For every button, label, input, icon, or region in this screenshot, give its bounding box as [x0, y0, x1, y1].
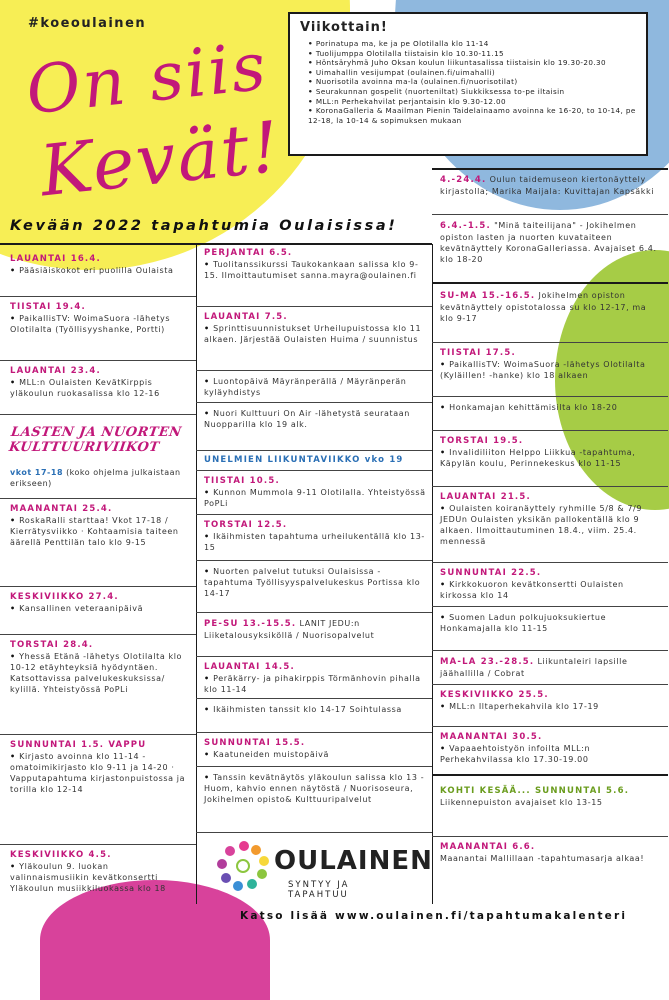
column-divider	[196, 244, 197, 904]
divider	[0, 844, 196, 845]
logo-name: OULAINEN	[274, 846, 433, 876]
weekly-item: • KoronaGalleria & Maailman Pienin Taidelainaamo avoinna ke 16-20, to 10-14, pe 12-18, la 10-14 & sopimuksen mukaan	[308, 106, 638, 125]
divider	[196, 656, 432, 657]
divider	[0, 296, 196, 297]
event-item: PE-SU 13.-15.5. LANIT JEDU:n Liiketalousyksiköllä / Nuorisopalvelut	[204, 619, 375, 640]
divider	[432, 214, 668, 215]
event-item: MAANANTAI 30.5. • Vapaaehtoistyön infoilta MLL:n Perhekahvilassa klo 17.30-19.00	[440, 732, 662, 765]
event-item: MA-LA 23.-28.5. Liikuntaleiri lapsille jäähallilla / Cobrat	[440, 657, 628, 678]
divider	[196, 732, 432, 733]
divider	[0, 498, 196, 499]
title-line-1: On siis	[22, 27, 271, 130]
divider	[432, 650, 668, 651]
weekly-item: • Seurakunnan gospelit (nuorteniltat) Siukkiksessa to-pe iltaisin	[308, 87, 638, 97]
event-item: MAANANTAI 6.6. Maanantai Mallillaan -tapahtumasarja alkaa!	[440, 842, 645, 863]
divider	[196, 560, 432, 561]
divider	[196, 370, 432, 371]
event-item: KOHTI KESÄÄ... SUNNUNTAI 5.6. Liikennepuiston avajaiset klo 13-15	[440, 786, 630, 807]
event-item: TIISTAI 10.5. • Kunnon Mummola 9-11 Olotilalla. Yhteistyössä PoPLi	[204, 476, 426, 509]
divider	[196, 766, 432, 767]
divider	[0, 243, 432, 245]
event-item: • Ikäihmisten tanssit klo 14-17 Soihtulassa	[204, 704, 426, 715]
event-item: KESKIVIIKKO 4.5. • Yläkoulun 9. luokan valinnaismusiikin kevätkonsertti Yläkoulun musiikkiluokassa klo 18	[10, 850, 190, 894]
divider	[0, 360, 196, 361]
event-item: PERJANTAI 6.5. • Tuolitanssikurssi Taukokankaan salissa klo 9-15. Ilmoittautumiset sanna.mayra@oulainen.fi	[204, 248, 426, 281]
event-item: TIISTAI 17.5. • PaikallisTV: WoimaSuora -lähetys Olotilalta (Kyläillen! -hanke) klo 18 alkaen	[440, 348, 662, 381]
divider	[432, 282, 668, 284]
divider	[196, 470, 432, 471]
event-item: LAUANTAI 23.4. • MLL:n Oulaisten KevätKirppis yläkoulun ruokasalissa klo 12-16	[10, 366, 190, 399]
divider	[432, 430, 668, 431]
event-item: LAUANTAI 21.5. • Oulaisten koiranäyttely ryhmille 5/8 & 7/9 JEDUn Oulaisten yksikän pallokentällä klo 9 alkaen. Ilmoittautuminen 18.4., viim. 25.4. mennessä	[440, 492, 662, 547]
weekly-item: • Nuorisotila avoinna ma-la (oulainen.fi/nuorisotilat)	[308, 77, 638, 87]
event-item: • Tanssin kevätnäytös yläkoulun salissa klo 13 - Huom, kahvio ennen näytöstä / Nuorisoseura, Jokihelmen opisto& Kulttuuripalvelut	[204, 772, 426, 805]
event-item: • Honkamajan kehittämisilta klo 18-20	[440, 402, 662, 413]
divider	[0, 734, 196, 735]
event-item: LAUANTAI 14.5. • Peräkärry- ja pihakirppis Törmänhovin pihalla klo 11-14	[204, 662, 426, 695]
divider	[432, 168, 668, 170]
oulainen-logo	[214, 840, 433, 900]
divider	[432, 562, 668, 563]
weekly-item: • Höntsäryhmä Juho Oksan koulun liikuntasalissa tiistaisin klo 19.30-20.30	[308, 58, 638, 68]
divider	[196, 402, 432, 403]
divider	[196, 450, 432, 451]
divider	[0, 414, 196, 415]
weekly-item: • Porinatupa ma, ke ja pe Olotilalla klo 11-14	[308, 39, 638, 49]
divider	[432, 342, 668, 343]
event-item: SUNNUNTAI 22.5. • Kirkkokuoron kevätkonsertti Oulaisten kirkossa klo 14	[440, 568, 662, 601]
divider	[432, 486, 668, 487]
headline: Kevään 2022 tapahtumia Oulaisissa!	[10, 218, 398, 234]
event-item: MAANANTAI 25.4. • RoskaRalli starttaa! Vkot 17-18 / Kierrätysviikko · Kohtaamisia taiteen äärellä Penttilän talo klo 9-15	[10, 504, 190, 548]
divider	[196, 306, 432, 307]
divider	[432, 726, 668, 727]
column-divider	[432, 244, 433, 904]
divider	[432, 606, 668, 607]
divider	[432, 836, 668, 837]
event-item: KESKIVIIKKO 27.4. • Kansallinen veteraanipäivä	[10, 592, 190, 614]
divider	[196, 698, 432, 699]
event-item: 4.-24.4. Oulun taidemuseon kiertonäyttely kirjastolla; Marika Maijala: Kuvittajan Kapsäkki	[440, 175, 655, 196]
event-item: KESKIVIIKKO 25.5. • MLL:n Iltaperhekahvila klo 17-19	[440, 690, 662, 712]
event-item: SUNNUNTAI 1.5. VAPPU • Kirjasto avoinna klo 11-14 - omatoimikirjasto klo 9-11 ja 14-20 · Vapputapahtuma kirjastonpuistossa ja torilla klo 12-14	[10, 740, 190, 795]
divider	[196, 832, 432, 833]
divider	[432, 396, 668, 397]
divider	[196, 612, 432, 613]
event-item: SU-MA 15.-16.5. Jokihelmen opiston kevätnäyttely opistotalossa su klo 12-17, ma klo 9-17	[440, 291, 647, 323]
weekly-item: • MLL:n Perhekahvilat perjantaisin klo 9.30-12.00	[308, 97, 638, 107]
weekly-item: • Tuolijumppa Olotilalla tiistaisin klo 10.30-11.15	[308, 49, 638, 59]
event-item: TIISTAI 19.4. • PaikallisTV: WoimaSuora -lähetys Olotilalta (Työllisyyshanke, Portti)	[10, 302, 190, 335]
event-item: SUNNUNTAI 15.5. • Kaatuneiden muistopäivä	[204, 738, 426, 760]
divider	[432, 684, 668, 685]
weekly-item: • Uimahallin vesijumpat (oulainen.fi/uimahalli)	[308, 68, 638, 78]
event-item: LAUANTAI 16.4. • Pääsiäiskokot eri puolilla Oulaista	[10, 254, 190, 276]
weekly-box	[288, 12, 648, 156]
children-culture-weeks-logo: LASTEN JA NUORTEN KULTTUURIVIIKOT	[7, 425, 183, 455]
event-item: • Nuori Kulttuuri On Air -lähetystä seurataan Nuopparilla klo 19 alk.	[204, 408, 426, 430]
event-item: • Suomen Ladun polkujuoksukiertue Honkamajalla klo 11-15	[440, 612, 662, 634]
weekly-list	[298, 39, 638, 125]
logo-dots-icon	[214, 840, 274, 896]
weekly-heading: Viikottain!	[300, 20, 388, 35]
divider	[0, 586, 196, 587]
title-line-2: Kevät!	[36, 105, 286, 213]
hashtag: #koeoulainen	[28, 16, 147, 31]
logo-tagline: SYNTYY JA TAPAHTUU	[288, 880, 350, 900]
event-item: UNELMIEN LIIKUNTAVIIKKO vko 19	[204, 455, 404, 465]
event-item: • Luontopäivä Mäyränperällä / Mäyränperän kyläyhdistys	[204, 376, 426, 398]
event-item: LAUANTAI 7.5. • Sprinttisuunnistukset Urheilupuistossa klo 11 alkaen. Järjestää Oulaisten Huima / suunnistus	[204, 312, 426, 345]
website-link[interactable]: Katso lisää www.oulainen.fi/tapahtumakalenteri	[240, 910, 628, 922]
event-item: TORSTAI 28.4. • Yhessä Etänä -lähetys Olotilalta klo 10-12 etäyhteyksiä hyödyntäen. Katsottavissa palvelukeskuksissa/ kylillä. Yhteistyössä PoPLi	[10, 640, 190, 695]
divider	[432, 774, 668, 776]
event-item: TORSTAI 12.5. • Ikäihmisten tapahtuma urheilukentällä klo 13-15	[204, 520, 426, 553]
culture-weeks-info: vkot 17-18 (koko ohjelma julkaistaan erikseen)	[10, 468, 181, 488]
divider	[0, 634, 196, 635]
divider	[196, 514, 432, 515]
event-item: • Nuorten palvelut tutuksi Oulaisissa -tapahtuma Työllisyyspalvelukeskus Portissa klo 14-17	[204, 566, 426, 599]
event-item: 6.4.-1.5. "Minä taiteilijana" - Jokihelmen opiston lasten ja nuorten kuvataiteen kevätnäyttely KoronaGalleriassa. Avajaiset 6.4. klo 18-20	[440, 221, 657, 264]
event-item: TORSTAI 19.5. • Invalidiliiton Helppo Liikkua -tapahtuma, Käpylän koulu, Perinnekeskus klo 11-15	[440, 436, 662, 469]
